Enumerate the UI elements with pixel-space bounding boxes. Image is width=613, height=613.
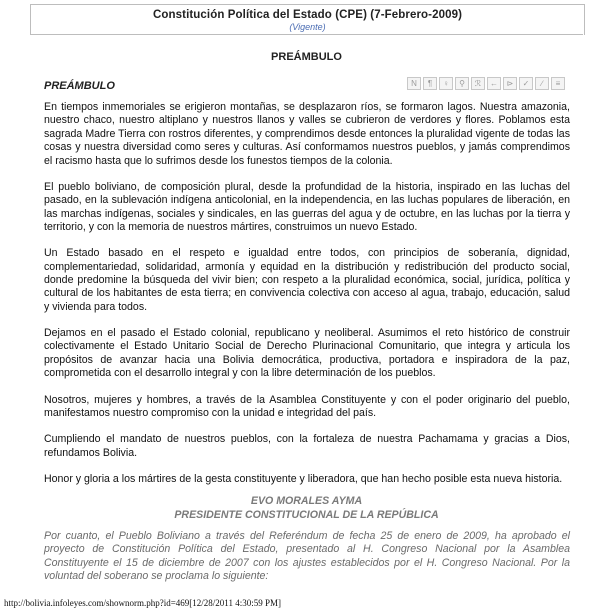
check-icon[interactable]: ✓ — [519, 77, 533, 90]
paragraph-icon[interactable]: ¶ — [423, 77, 437, 90]
paragraph: El pueblo boliviano, de composición plural, desde la profundidad de la historia, inspirado en las luchas del pasado, en la sublevación indígena anticolonial, en la independencia, en las luchas populares de liberación, en las marchas indígenas, sociales y sindicales, en las guerras del agua y de octubre, en las luchas por la tierra y territorio, y con la memoria de nuestros mártires, construimos un nuevo Estado. — [44, 180, 570, 234]
footer-url: http://bolivia.infoleyes.com/shownorm.php?id=469[12/28/2011 4:30:59 PM] — [4, 598, 281, 608]
forward-icon[interactable]: ⊳ — [503, 77, 517, 90]
person-icon[interactable]: ♀ — [439, 77, 453, 90]
reference-icon[interactable]: ℛ — [471, 77, 485, 90]
back-arrow-icon[interactable]: ← — [487, 77, 501, 90]
edit-icon[interactable]: ∕ — [535, 77, 549, 90]
signature-block — [0, 495, 613, 522]
paragraph: En tiempos inmemoriales se erigieron montañas, se desplazaron ríos, se formaron lagos. Nuestra amazonia, nuestro chaco, nuestro altiplano y nuestros llanos y valles se cubrieron de verdores y flores. Poblamos esta sagrada Madre Tierra con rostros diferentes, y comprendimos desde entonces la pluralidad vigente de todas las cosas y nuestra diversidad como seres y culturas. Así conformamos nuestros pueblos, y jamás comprendimos el racismo hasta que lo sufrimos desde los funestos tiempos de la colonia. — [44, 101, 570, 167]
menu-icon[interactable]: ≡ — [551, 77, 565, 90]
paragraph: Dejamos en el pasado el Estado colonial, republicano y neoliberal. Asumimos el reto histórico de construir colectivamente el Estado Unitario Social de Derecho Plurinacional Comunitario, que integra y articula los propósitos de avanzar hacia una Bolivia democrática, productiva, portadora e inspiradora de la paz, comprometida con el desarrollo integral y con la libre determinación de los pueblos. — [44, 327, 570, 380]
paragraph: Honor y gloria a los mártires de la gesta constituyente y liberadora, que han hecho posible esta nueva historia. — [44, 472, 563, 485]
signatory-role: PRESIDENTE CONSTITUCIONAL DE LA REPÚBLICA — [174, 508, 439, 521]
header-divider — [30, 34, 583, 35]
document-status: (Vigente) — [289, 22, 326, 32]
preamble-body — [44, 101, 570, 499]
signatory-name: EVO MORALES AYMA — [250, 495, 363, 507]
document-header — [30, 4, 585, 35]
paragraph: Un Estado basado en el respeto e igualdad entre todos, con principios de soberanía, dignidad, complementariedad, solidaridad, armonía y equidad en la distribución y redistribución del producto social, donde predomine la búsqueda del vivir bien; con respeto a la pluralidad económica, social, jurídica, política y cultural de los habitantes de esta tierra; en convivencia colectiva con acceso al agua, trabajo, educación, salud y vivienda para todos. — [44, 247, 570, 313]
note-icon[interactable]: N — [407, 77, 421, 90]
article-toolbar — [407, 77, 565, 90]
paragraph: Nosotros, mujeres y hombres, a través de la Asamblea Constituyente y con el poder originario del pueblo, manifestamos nuestro compromiso con la unidad e integridad del país. — [44, 393, 570, 419]
decree-text: Por cuanto, el Pueblo Boliviano a través del Referéndum de fecha 25 de enero de 2009, ha aprobado el proyecto de Constitución Política del Estado, presentado al H. Congreso Nacional por la Asamblea Constituyente el 15 de diciembre de 2007 con los ajustes establecidos por el H. Congreso Nacional. Por la voluntad del soberano se proclama lo siguiente: — [44, 530, 570, 583]
search-icon[interactable]: ⚲ — [455, 77, 469, 90]
section-title: PREÁMBULO — [271, 51, 342, 63]
article-heading: PREÁMBULO — [44, 80, 115, 92]
document-title: Constitución Política del Estado (CPE) (7-Febrero-2009) — [152, 9, 463, 21]
paragraph: Cumpliendo el mandato de nuestros pueblos, con la fortaleza de nuestra Pachamama y gracias a Dios, refundamos Bolivia. — [44, 433, 570, 459]
